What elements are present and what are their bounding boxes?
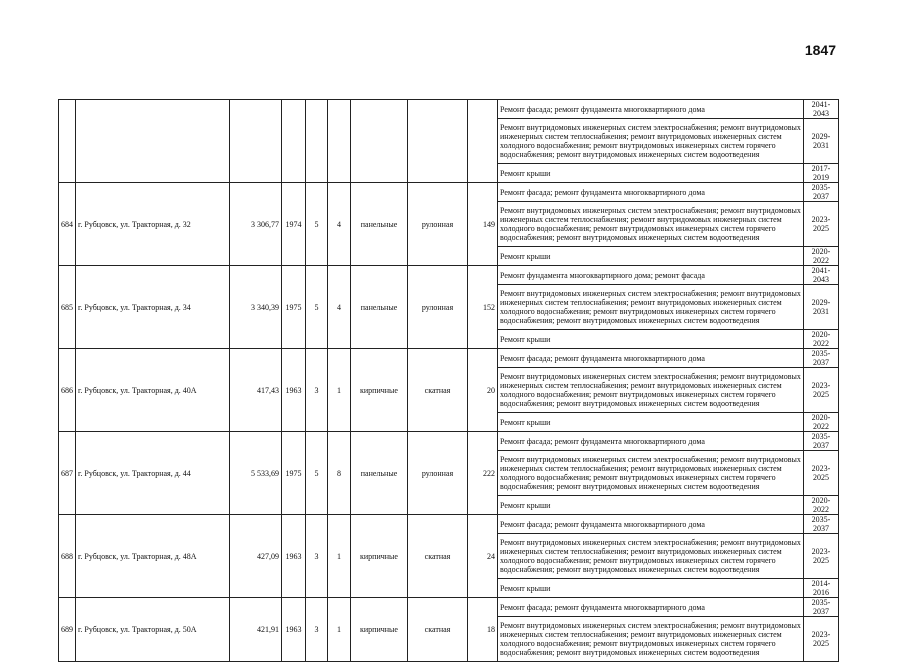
wall-material: кирпичные <box>351 515 408 598</box>
entrances-count: 4 <box>328 266 351 349</box>
work-period: 2035-2037 <box>804 598 839 617</box>
empty-cell <box>408 100 468 183</box>
row-number: 684 <box>59 183 76 266</box>
house-address: г. Рубцовск, ул. Тракторная, д. 40А <box>76 349 230 432</box>
work-period: 2035-2037 <box>804 349 839 368</box>
row-number: 686 <box>59 349 76 432</box>
work-type: Ремонт фасада; ремонт фундамента многоквартирного дома <box>498 515 804 534</box>
build-year: 1975 <box>282 432 306 515</box>
work-type: Ремонт внутридомовых инженерных систем электроснабжения; ремонт внутридомовых инженерных систем теплоснабжения; ремонт внутридомовых инженерных систем холодного водоснабжения; ремонт внутридомовых инженерных систем горячего водоснабжения; ремонт внутридомовых инженерных систем водоотведения <box>498 451 804 496</box>
build-year: 1975 <box>282 266 306 349</box>
work-row <box>59 100 839 119</box>
wall-material: панельные <box>351 432 408 515</box>
entrances-count: 8 <box>328 432 351 515</box>
work-period: 2035-2037 <box>804 183 839 202</box>
work-period: 2014-2016 <box>804 579 839 598</box>
residents-count: 20 <box>468 349 498 432</box>
work-type: Ремонт внутридомовых инженерных систем электроснабжения; ремонт внутридомовых инженерных систем теплоснабжения; ремонт внутридомовых инженерных систем холодного водоснабжения; ремонт внутридомовых инженерных систем горячего водоснабжения; ремонт внутридомовых инженерных систем водоотведения <box>498 202 804 247</box>
entrances-count: 4 <box>328 183 351 266</box>
work-period: 2023-2025 <box>804 202 839 247</box>
build-year: 1963 <box>282 598 306 662</box>
work-period: 2017-2019 <box>804 164 839 183</box>
residents-count: 149 <box>468 183 498 266</box>
row-number: 687 <box>59 432 76 515</box>
house-area: 427,09 <box>230 515 282 598</box>
work-type: Ремонт крыши <box>498 579 804 598</box>
work-type: Ремонт крыши <box>498 330 804 349</box>
roof-type: рулонная <box>408 432 468 515</box>
entrances-count: 1 <box>328 349 351 432</box>
work-row <box>59 266 839 285</box>
residents-count: 24 <box>468 515 498 598</box>
roof-type: скатная <box>408 515 468 598</box>
table-body <box>59 100 839 662</box>
house-area: 421,91 <box>230 598 282 662</box>
build-year: 1974 <box>282 183 306 266</box>
work-period: 2020-2022 <box>804 496 839 515</box>
work-type: Ремонт крыши <box>498 413 804 432</box>
wall-material: кирпичные <box>351 598 408 662</box>
work-type: Ремонт внутридомовых инженерных систем электроснабжения; ремонт внутридомовых инженерных систем теплоснабжения; ремонт внутридомовых инженерных систем холодного водоснабжения; ремонт внутридомовых инженерных систем горячего водоснабжения; ремонт внутридомовых инженерных систем водоотведения <box>498 368 804 413</box>
floors-count: 3 <box>306 349 328 432</box>
house-area: 3 340,39 <box>230 266 282 349</box>
roof-type: скатная <box>408 598 468 662</box>
row-number: 689 <box>59 598 76 662</box>
work-type: Ремонт внутридомовых инженерных систем электроснабжения; ремонт внутридомовых инженерных систем теплоснабжения; ремонт внутридомовых инженерных систем холодного водоснабжения; ремонт внутридомовых инженерных систем горячего водоснабжения; ремонт внутридомовых инженерных систем водоотведения <box>498 285 804 330</box>
work-type: Ремонт фасада; ремонт фундамента многоквартирного дома <box>498 183 804 202</box>
empty-cell <box>328 100 351 183</box>
house-address: г. Рубцовск, ул. Тракторная, д. 50А <box>76 598 230 662</box>
floors-count: 5 <box>306 266 328 349</box>
house-address: г. Рубцовск, ул. Тракторная, д. 34 <box>76 266 230 349</box>
empty-cell <box>306 100 328 183</box>
work-type: Ремонт фасада; ремонт фундамента многоквартирного дома <box>498 598 804 617</box>
wall-material: кирпичные <box>351 349 408 432</box>
house-address: г. Рубцовск, ул. Тракторная, д. 32 <box>76 183 230 266</box>
empty-cell <box>230 100 282 183</box>
row-number: 688 <box>59 515 76 598</box>
entrances-count: 1 <box>328 598 351 662</box>
work-type: Ремонт крыши <box>498 164 804 183</box>
work-period: 2029-2031 <box>804 285 839 330</box>
work-type: Ремонт внутридомовых инженерных систем электроснабжения; ремонт внутридомовых инженерных систем теплоснабжения; ремонт внутридомовых инженерных систем холодного водоснабжения; ремонт внутридомовых инженерных систем горячего водоснабжения; ремонт внутридомовых инженерных систем водоотведения <box>498 534 804 579</box>
build-year: 1963 <box>282 515 306 598</box>
roof-type: скатная <box>408 349 468 432</box>
work-type: Ремонт фасада; ремонт фундамента многоквартирного дома <box>498 100 804 119</box>
house-area: 417,43 <box>230 349 282 432</box>
residents-count: 222 <box>468 432 498 515</box>
page-number: 1847 <box>804 42 836 58</box>
work-type: Ремонт фасада; ремонт фундамента многоквартирного дома <box>498 349 804 368</box>
wall-material: панельные <box>351 266 408 349</box>
work-period: 2041-2043 <box>804 100 839 119</box>
work-period: 2023-2025 <box>804 617 839 662</box>
work-type: Ремонт крыши <box>498 247 804 266</box>
roof-type: рулонная <box>408 183 468 266</box>
house-area: 5 533,69 <box>230 432 282 515</box>
residents-count: 18 <box>468 598 498 662</box>
empty-cell <box>76 100 230 183</box>
work-type: Ремонт внутридомовых инженерных систем электроснабжения; ремонт внутридомовых инженерных систем теплоснабжения; ремонт внутридомовых инженерных систем холодного водоснабжения; ремонт внутридомовых инженерных систем горячего водоснабжения; ремонт внутридомовых инженерных систем водоотведения <box>498 617 804 662</box>
work-row <box>59 183 839 202</box>
entrances-count: 1 <box>328 515 351 598</box>
floors-count: 3 <box>306 598 328 662</box>
work-period: 2023-2025 <box>804 451 839 496</box>
house-address: г. Рубцовск, ул. Тракторная, д. 44 <box>76 432 230 515</box>
work-period: 2035-2037 <box>804 432 839 451</box>
floors-count: 3 <box>306 515 328 598</box>
work-period: 2020-2022 <box>804 413 839 432</box>
capital-repair-table <box>58 99 839 662</box>
work-row <box>59 432 839 451</box>
row-number: 685 <box>59 266 76 349</box>
floors-count: 5 <box>306 183 328 266</box>
empty-cell <box>282 100 306 183</box>
work-period: 2041-2043 <box>804 266 839 285</box>
floors-count: 5 <box>306 432 328 515</box>
build-year: 1963 <box>282 349 306 432</box>
house-address: г. Рубцовск, ул. Тракторная, д. 48А <box>76 515 230 598</box>
empty-cell <box>468 100 498 183</box>
work-period: 2035-2037 <box>804 515 839 534</box>
work-period: 2020-2022 <box>804 330 839 349</box>
work-type: Ремонт внутридомовых инженерных систем электроснабжения; ремонт внутридомовых инженерных систем теплоснабжения; ремонт внутридомовых инженерных систем холодного водоснабжения; ремонт внутридомовых инженерных систем горячего водоснабжения; ремонт внутридомовых инженерных систем водоотведения <box>498 119 804 164</box>
work-period: 2020-2022 <box>804 247 839 266</box>
work-row <box>59 515 839 534</box>
wall-material: панельные <box>351 183 408 266</box>
empty-cell <box>59 100 76 183</box>
work-row <box>59 598 839 617</box>
work-period: 2023-2025 <box>804 368 839 413</box>
residents-count: 152 <box>468 266 498 349</box>
house-area: 3 306,77 <box>230 183 282 266</box>
work-type: Ремонт фасада; ремонт фундамента многоквартирного дома <box>498 432 804 451</box>
work-row <box>59 349 839 368</box>
empty-cell <box>351 100 408 183</box>
work-period: 2023-2025 <box>804 534 839 579</box>
work-period: 2029-2031 <box>804 119 839 164</box>
work-type: Ремонт фундамента многоквартирного дома; ремонт фасада <box>498 266 804 285</box>
roof-type: рулонная <box>408 266 468 349</box>
work-type: Ремонт крыши <box>498 496 804 515</box>
